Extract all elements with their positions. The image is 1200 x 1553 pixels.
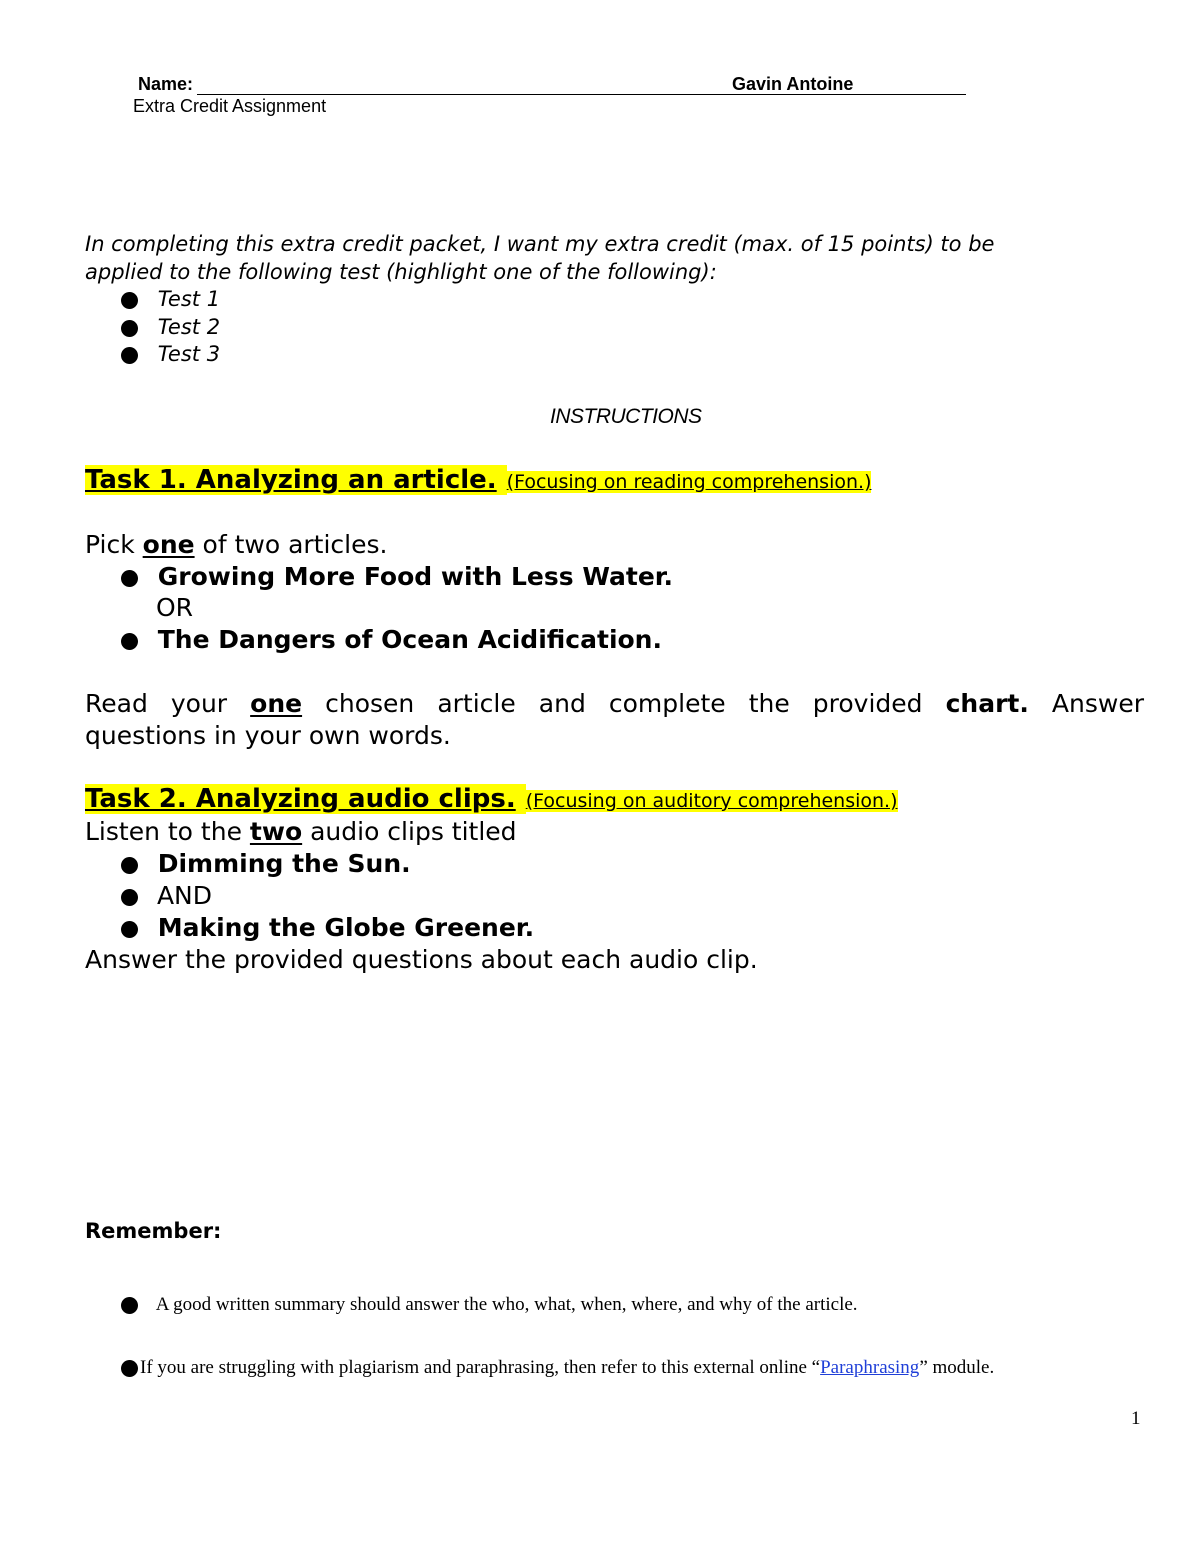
article-option-2: The Dangers of Ocean Acidification.: [121, 625, 662, 654]
task1-title: Task 1. Analyzing an article.: [85, 465, 507, 495]
task1-focus: (Focusing on reading comprehension.): [506, 471, 872, 493]
page-number: 1: [1131, 1408, 1141, 1429]
remember-item-1: A good written summary should answer the who, what, when, where, and why of the article.: [121, 1294, 858, 1316]
paraphrasing-link[interactable]: Paraphrasing: [820, 1357, 920, 1378]
bullet-icon: [121, 889, 138, 906]
article-option-1: Growing More Food with Less Water.: [121, 562, 673, 591]
instructions-heading: INSTRUCTIONS: [550, 405, 702, 428]
test-option-2: Test 2: [121, 315, 220, 339]
bullet-icon: [121, 570, 138, 587]
task1-read-line: Read your one chosen article and complete the provided chart. Answer: [85, 689, 1144, 718]
bullet-icon: [121, 347, 138, 364]
student-name: Gavin Antoine: [732, 74, 854, 94]
clip-option-1: Dimming the Sun.: [121, 849, 411, 878]
task2-title: Task 2. Analyzing audio clips.: [85, 784, 526, 814]
bullet-icon: [121, 292, 138, 309]
remember-item-2: If you are struggling with plagiarism and paraphrasing, then refer to this external online “Paraphrasing” module.: [121, 1357, 994, 1379]
bullet-icon: [121, 857, 138, 874]
task2-heading: [85, 784, 898, 814]
test-option-1: Test 1: [121, 287, 220, 311]
intro-line-2: applied to the following test (highlight one of the following):: [85, 260, 717, 284]
name-row: [138, 74, 966, 96]
remember-heading: Remember:: [85, 1219, 222, 1243]
task1-heading: [85, 465, 871, 495]
task1-pick-line: Pick one of two articles.: [85, 530, 388, 559]
bullet-icon: [121, 1297, 138, 1314]
bullet-icon: [121, 921, 138, 938]
test-option-3: Test 3: [121, 342, 220, 366]
bullet-icon: [121, 320, 138, 337]
assignment-subtitle: Extra Credit Assignment: [133, 96, 327, 116]
bullet-icon: [121, 633, 138, 650]
task2-listen-line: Listen to the two audio clips titled: [85, 817, 517, 846]
intro-line-1: In completing this extra credit packet, I want my extra credit (max. of 15 points) to be: [85, 232, 995, 256]
task2-focus: (Focusing on auditory comprehension.): [525, 790, 898, 812]
article-or-label: OR: [156, 593, 194, 622]
task2-answer-line: Answer the provided questions about each audio clip.: [85, 945, 758, 974]
name-label: Name:: [138, 74, 194, 94]
clip-option-2: Making the Globe Greener.: [121, 913, 534, 942]
clip-and-label: AND: [121, 881, 212, 910]
bullet-icon: [121, 1360, 138, 1377]
task1-read-line-2: questions in your own words.: [85, 721, 451, 750]
